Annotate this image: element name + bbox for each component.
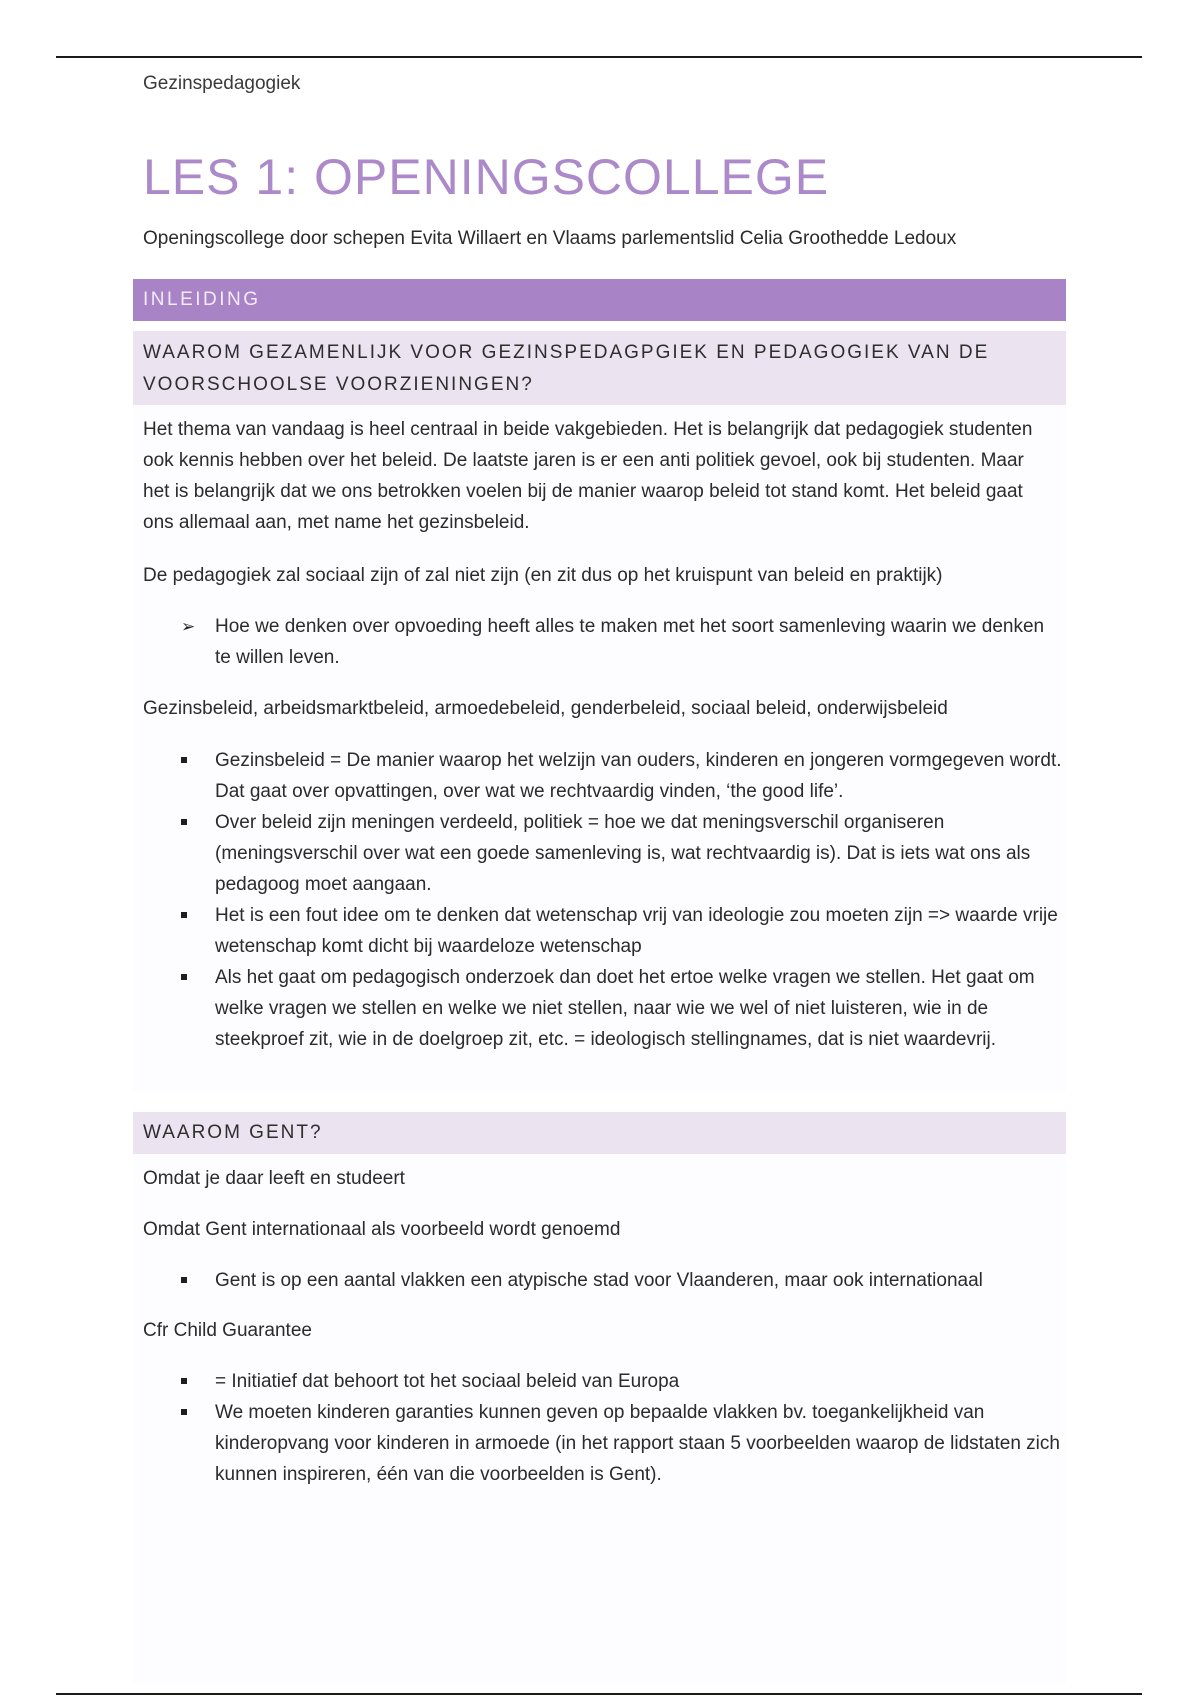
list-item-text: Over beleid zijn meningen verdeeld, politiek = hoe we dat meningsverschil organiseren (meningsverschil over wat een goede samenleving is, wat rechtvaardig is). Dat is iets wat ons als pedagoog moet aangaan. [215, 812, 1031, 895]
list-item [143, 962, 1063, 1055]
top-rule [56, 56, 1142, 58]
list-item [143, 900, 1063, 962]
bullet-list [143, 745, 1063, 1055]
bottom-rule [56, 1693, 1142, 1695]
list-item-text: Gent is op een aantal vlakken een atypische stad voor Vlaanderen, maar ook internationaal [215, 1270, 983, 1291]
subsection-heading-waarom-gent: WAAROM GENT? [133, 1112, 1066, 1154]
paragraph: Cfr Child Guarantee [143, 1320, 312, 1341]
running-header: Gezinspedagogiek [143, 73, 301, 94]
list-item-text: Hoe we denken over opvoeding heeft alles te maken met het soort samenleving waarin we denken te willen leven. [215, 616, 1045, 668]
section-heading-inleiding: INLEIDING [133, 279, 1066, 321]
list-item [143, 611, 1063, 673]
arrow-bullet-icon: ➢ [181, 617, 196, 636]
page-title: LES 1: OPENINGSCOLLEGE [143, 149, 830, 205]
paragraph: Het thema van vandaag is heel centraal in beide vakgebieden. Het is belangrijk dat pedagogiek studenten ook kennis hebben over het beleid. De laatste jaren is er een anti politiek gevoel, ook bij studenten. Maar het is belangrijk dat we ons betrokken voelen bij de manier waarop beleid tot stand komt. Het beleid gaat ons allemaal aan, met name het gezinsbeleid. [143, 419, 1033, 533]
subsection-heading-waarom-gezamenlijk: WAAROM GEZAMENLIJK VOOR GEZINSPEDAGPGIEK EN PEDAGOGIEK VAN DE VOORSCHOOLSE VOORZIENINGEN? [133, 331, 1066, 405]
list-item-text: We moeten kinderen garanties kunnen geven op bepaalde vlakken bv. toegankelijkheid van kinderopvang voor kinderen in armoede (in het rapport staan 5 voorbeelden waarop de lidstaten zich kunnen inspireren, één van die voorbeelden is Gent). [215, 1402, 1060, 1485]
list-item-text: Gezinsbeleid = De manier waarop het welzijn van ouders, kinderen en jongeren vormgegeven wordt. Dat gaat over opvattingen, over wat we rechtvaardig vinden, ‘the good life’. [215, 750, 1062, 802]
bullet-list [143, 1265, 1063, 1296]
paragraph: Omdat je daar leeft en studeert [143, 1168, 405, 1189]
bullet-list [143, 1366, 1063, 1490]
list-item [143, 1265, 1063, 1296]
list-item-text: = Initiatief dat behoort tot het sociaal beleid van Europa [215, 1371, 680, 1392]
list-item-text: Het is een fout idee om te denken dat wetenschap vrij van ideologie zou moeten zijn => waarde vrije wetenschap komt dicht bij waardeloze wetenschap [215, 905, 1058, 957]
list-item [143, 745, 1063, 807]
page-subtitle: Openingscollege door schepen Evita Willaert en Vlaams parlementslid Celia Groothedde Ledoux [143, 228, 957, 249]
list-item [143, 807, 1063, 900]
paragraph: Omdat Gent internationaal als voorbeeld wordt genoemd [143, 1219, 621, 1240]
arrow-list [143, 611, 1063, 673]
paragraph: Gezinsbeleid, arbeidsmarktbeleid, armoedebeleid, genderbeleid, sociaal beleid, onderwijsbeleid [143, 698, 948, 719]
paragraph: De pedagogiek zal sociaal zijn of zal niet zijn (en zit dus op het kruispunt van beleid en praktijk) [143, 565, 943, 586]
list-item-text: Als het gaat om pedagogisch onderzoek dan doet het ertoe welke vragen we stellen. Het gaat om welke vragen we stellen en welke we niet stellen, naar wie we wel of niet luisteren, wie in de steekproef zit, wie in de doelgroep zit, etc. = ideologisch stellingnames, dat is niet waardevrij. [215, 967, 1035, 1050]
list-item [143, 1366, 1063, 1397]
list-item [143, 1397, 1063, 1490]
